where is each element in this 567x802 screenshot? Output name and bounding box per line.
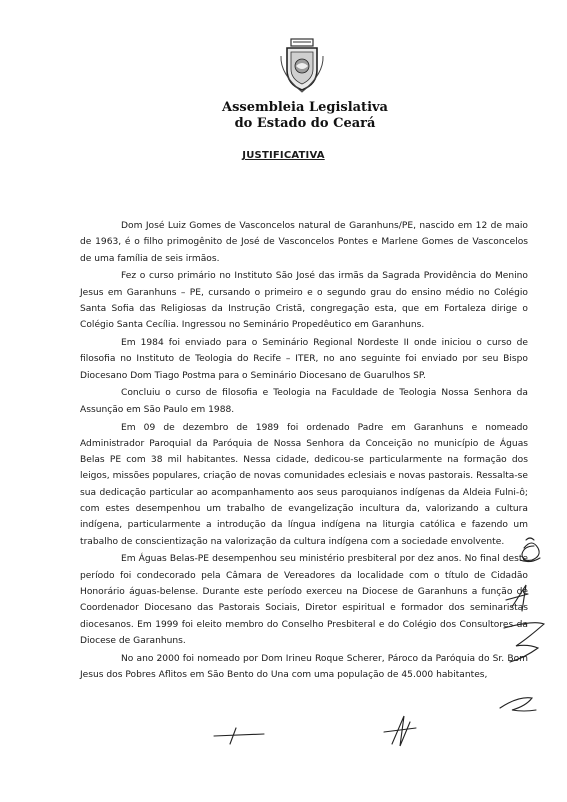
- paragraph: Concluiu o curso de filosofia e Teologia na Faculdade de Teologia Nossa Senhora da Assunção em São Paulo em 1988.: [80, 388, 528, 415]
- paragraph: Em 1984 foi enviado para o Seminário Regional Nordeste II onde iniciou o curso de filosofia no Instituto de Teologia do Recife – ITER, no ano seguinte foi enviado por seu Bispo Diocesano Dom Tiago Postma para o Seminário Diocesano de Guarulhos SP.: [80, 338, 528, 381]
- institution-line-1: Assembleia Legislativa: [222, 100, 388, 115]
- paragraph: Fez o curso primário no Instituto São José das irmãs da Sagrada Providência do Menino Jesus em Garanhuns – PE, cursando o primeiro e o segundo grau do ensino médio no Colégio Santa Sofia das Religiosas da Instrução Cristã, congregação esta, que em Fortaleza dirige o Colégio Santa Cecília. Ingressou no Seminário Propedêutico em Garanhuns.: [80, 271, 528, 331]
- paragraph: Em 09 de dezembro de 1989 foi ordenado Padre em Garanhuns e nomeado Administrador Paroquial da Paróquia de Nossa Senhora da Conceição no município de Águas Belas PE com 38 mil habitantes. Nessa cidade, dedicou-se particularmente na formação dos leigos, missões populares, criação de novas comunidades eclesiais e novas pastorais. Ressalta-se sua dedicação particular ao acompanhamento aos seus paroquianos indígenas da Aldeia Fulni-ô; com estes desempenhou um trabalho de evangelização incultura da, valorizando a cultura indígena, particularmente a introdução da língua indígena na liturgia católica e fazendo um trabalho de conscientização na valorização da cultura indígena com a sociedade envolvente.: [80, 422, 528, 547]
- institution-name: [200, 100, 410, 132]
- institution-line-2: do Estado do Ceará: [234, 116, 376, 131]
- paragraph: Em Águas Belas-PE desempenhou seu ministério presbiteral por dez anos. No final deste período foi condecorado pela Câmara de Vereadores da localidade com o título de Cidadão Honorário águas-belense. Durante este período exerceu na Diocese de Garanhuns a função de Coordenador Diocesano das Pastorais Sociais, Diretor espiritual e formador dos seminaristas diocesanos. Em 1999 foi eleito membro do Conselho Presbiteral e do Colégio dos Consultores da Diocese de Garanhuns.: [80, 554, 528, 646]
- state-coat-of-arms-seal: [279, 38, 325, 94]
- paragraph: Dom José Luiz Gomes de Vasconcelos natural de Garanhuns/PE, nascido em 12 de maio de 1963, é o filho primogênito de José de Vasconcelos Pontes e Marlene Gomes de Vasconcelos de uma família de seis irmãos.: [80, 221, 528, 264]
- margin-initial-mark: [500, 698, 536, 711]
- signature-left: [214, 728, 264, 744]
- paragraph: No ano 2000 foi nomeado por Dom Irineu Roque Scherer, Pároco da Paróquia do Sr. Bom Jesus dos Pobres Aflitos em São Bento do Una com uma população de 45.000 habitantes,: [80, 653, 528, 681]
- document-title: JUSTIFICATIVA: [242, 150, 325, 161]
- signature-right: [384, 716, 416, 746]
- document-body: [80, 218, 528, 685]
